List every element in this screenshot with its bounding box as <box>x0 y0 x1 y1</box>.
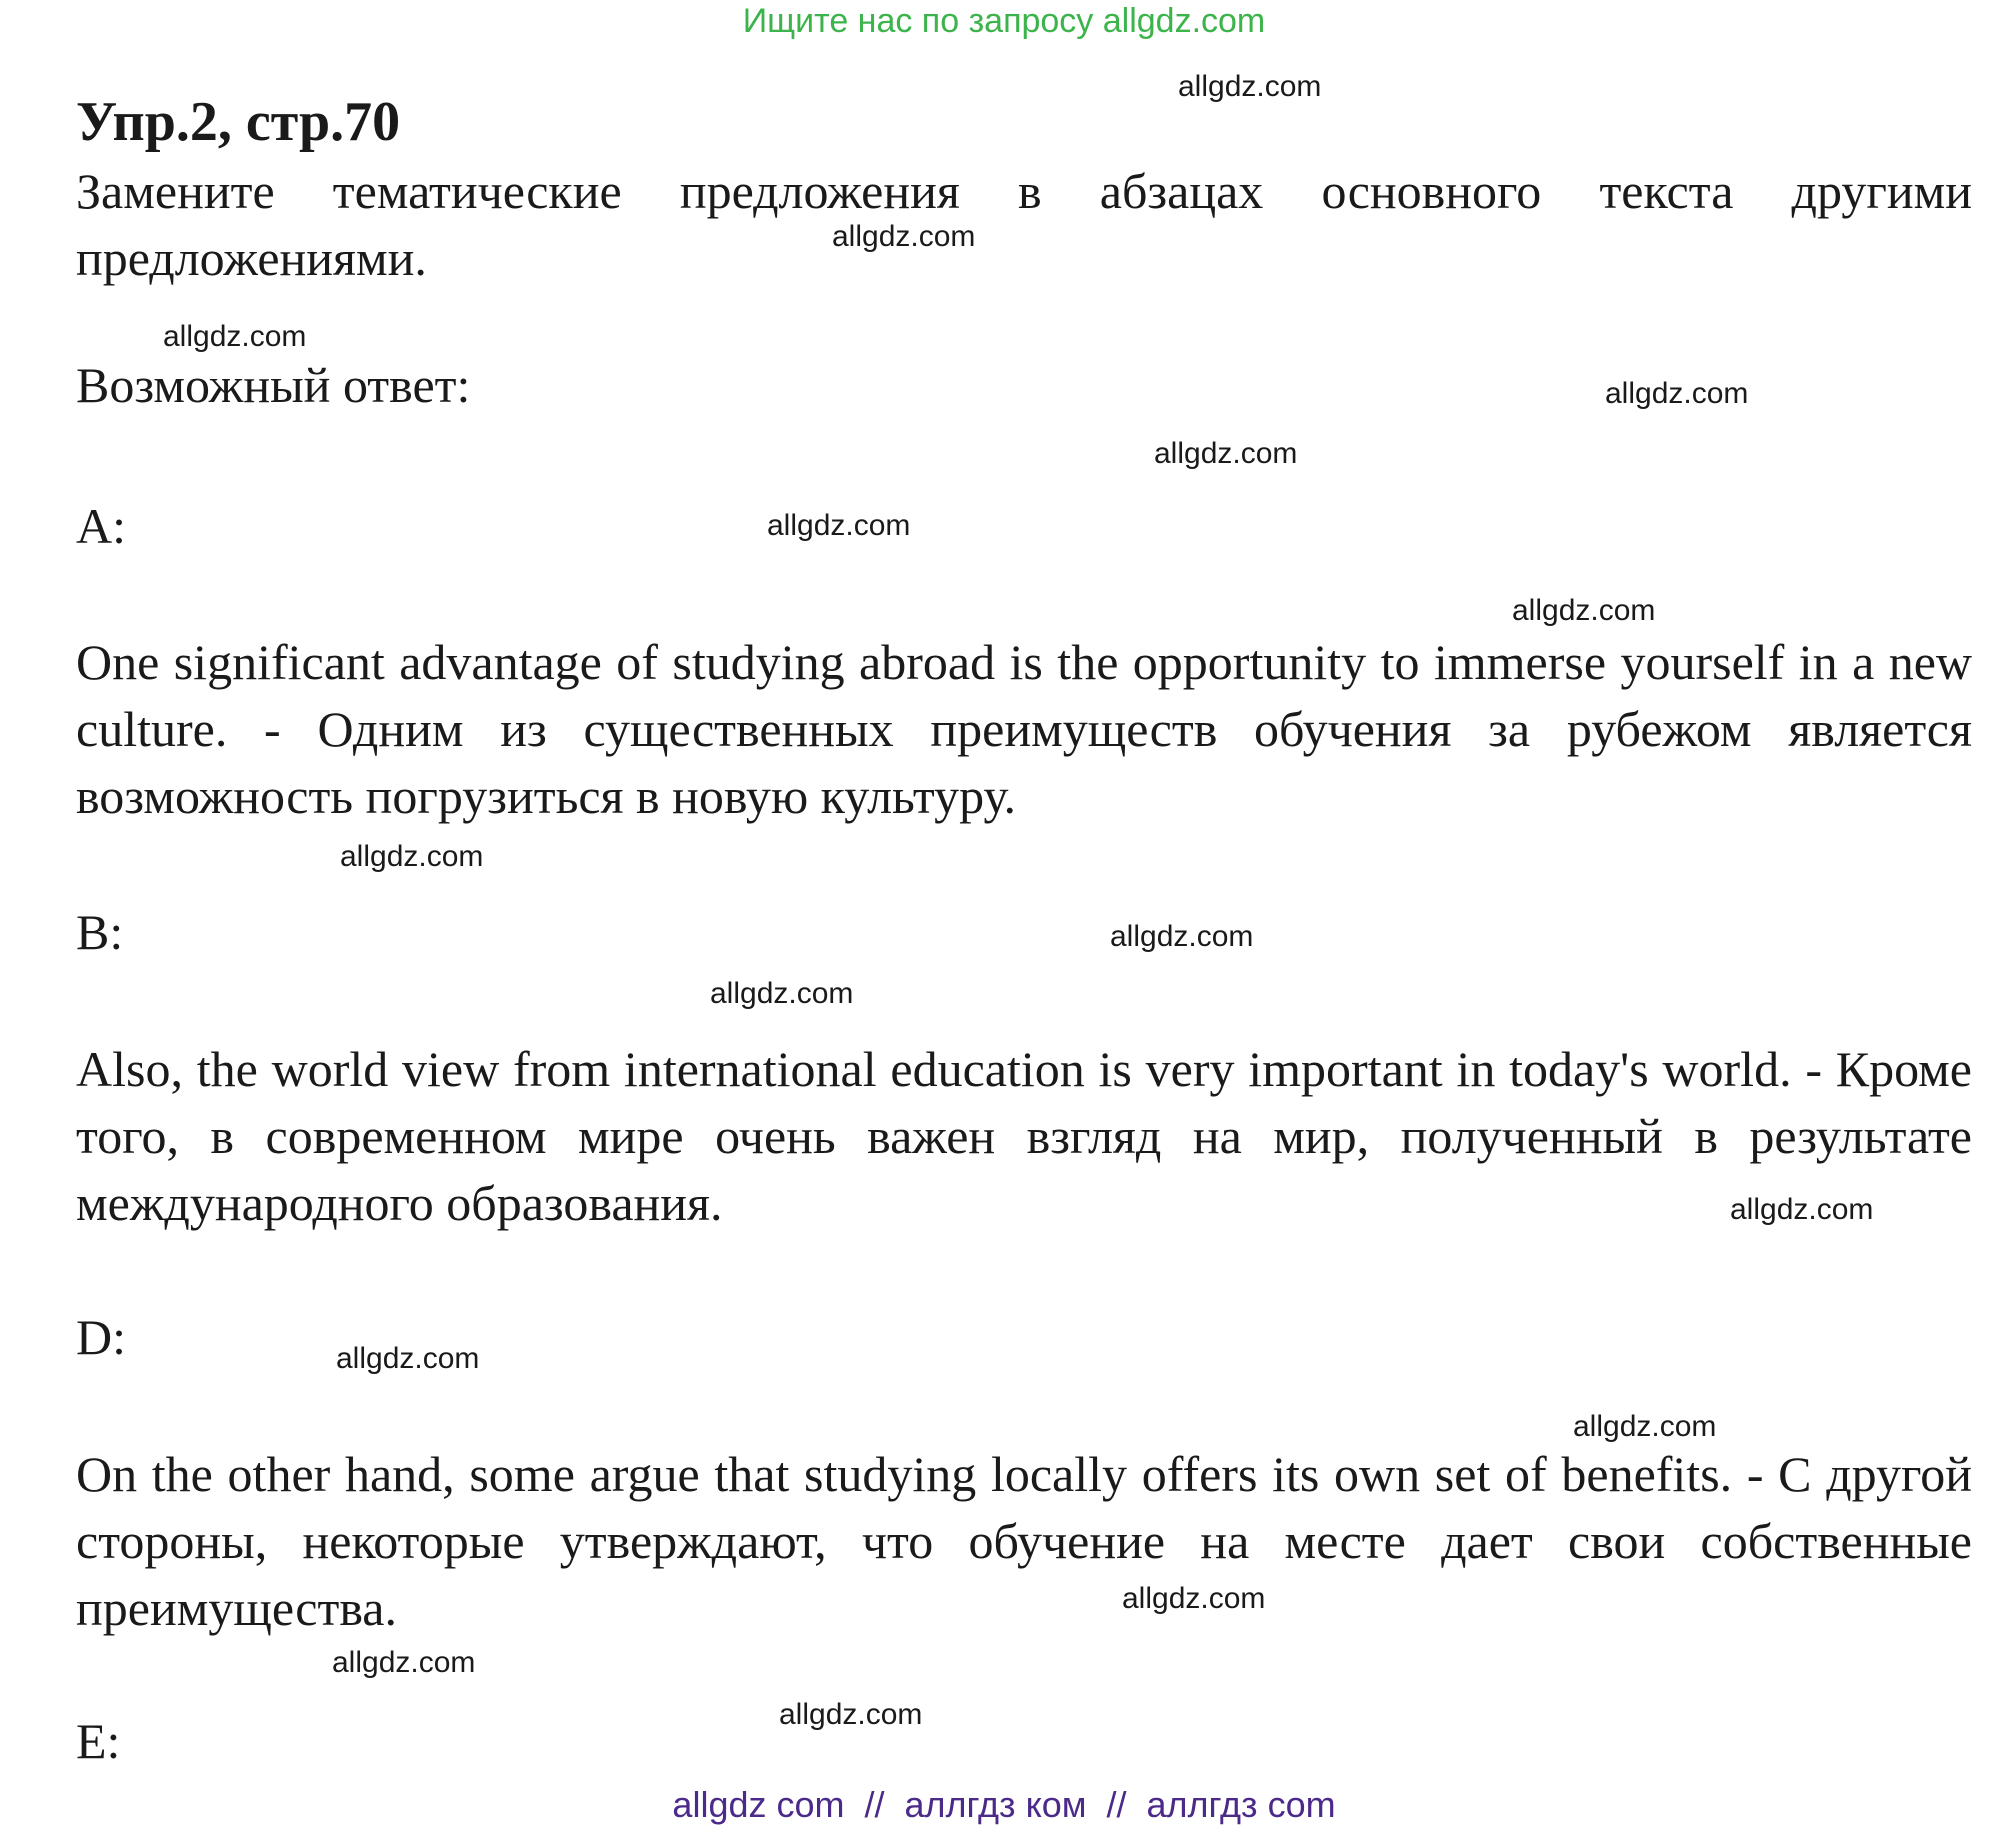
exercise-heading: Упр.2, стр.70 <box>76 91 401 153</box>
watermark: allgdz.com <box>1122 1582 1266 1615</box>
section-d-text: On the other hand, some argue that studying locally offers its own set of benefits. - С другой стороны, некоторые утверждают, что обучение на месте дает свои собственные преимущества. <box>76 1446 1972 1636</box>
watermark: allgdz.com <box>340 840 484 873</box>
watermark: allgdz.com <box>163 320 307 353</box>
watermark: allgdz.com <box>1730 1193 1874 1226</box>
watermark: allgdz.com <box>710 977 854 1010</box>
watermark: allgdz.com <box>336 1342 480 1375</box>
task-text: Замените тематические предложения в абзацах основного текста другими предложениями. <box>76 163 1972 286</box>
watermark: allgdz.com <box>1573 1410 1717 1443</box>
watermark: allgdz.com <box>1154 437 1298 470</box>
watermark: allgdz.com <box>779 1698 923 1731</box>
watermark: allgdz.com <box>1110 920 1254 953</box>
watermark: allgdz.com <box>332 1646 476 1679</box>
watermark: allgdz.com <box>832 220 976 253</box>
bottom-banner: allgdz com // аллгдз ком // аллгдз com <box>672 1784 1336 1825</box>
watermark: allgdz.com <box>767 509 911 542</box>
watermark: allgdz.com <box>1605 377 1749 410</box>
section-d-label: D: <box>76 1309 126 1365</box>
section-e-label: E: <box>76 1713 121 1769</box>
watermark: allgdz.com <box>1512 594 1656 627</box>
section-b-label: B: <box>76 904 124 960</box>
section-a-label: A: <box>76 498 126 554</box>
watermark: allgdz.com <box>1178 70 1322 103</box>
top-banner: Ищите нас по запросу allgdz.com <box>742 2 1266 40</box>
section-a-text: One significant advantage of studying abroad is the opportunity to immerse yourself in a new culture. - Одним из существенных преимуществ обучения за рубежом является возможность погрузиться в новую культуру. <box>76 634 1972 824</box>
section-b-text: Also, the world view from international education is very important in today's world. - Кроме того, в современном мире очень важен взгляд на мир, полученный в результате международного образования. <box>76 1041 1972 1231</box>
answer-label: Возможный ответ: <box>76 357 471 413</box>
